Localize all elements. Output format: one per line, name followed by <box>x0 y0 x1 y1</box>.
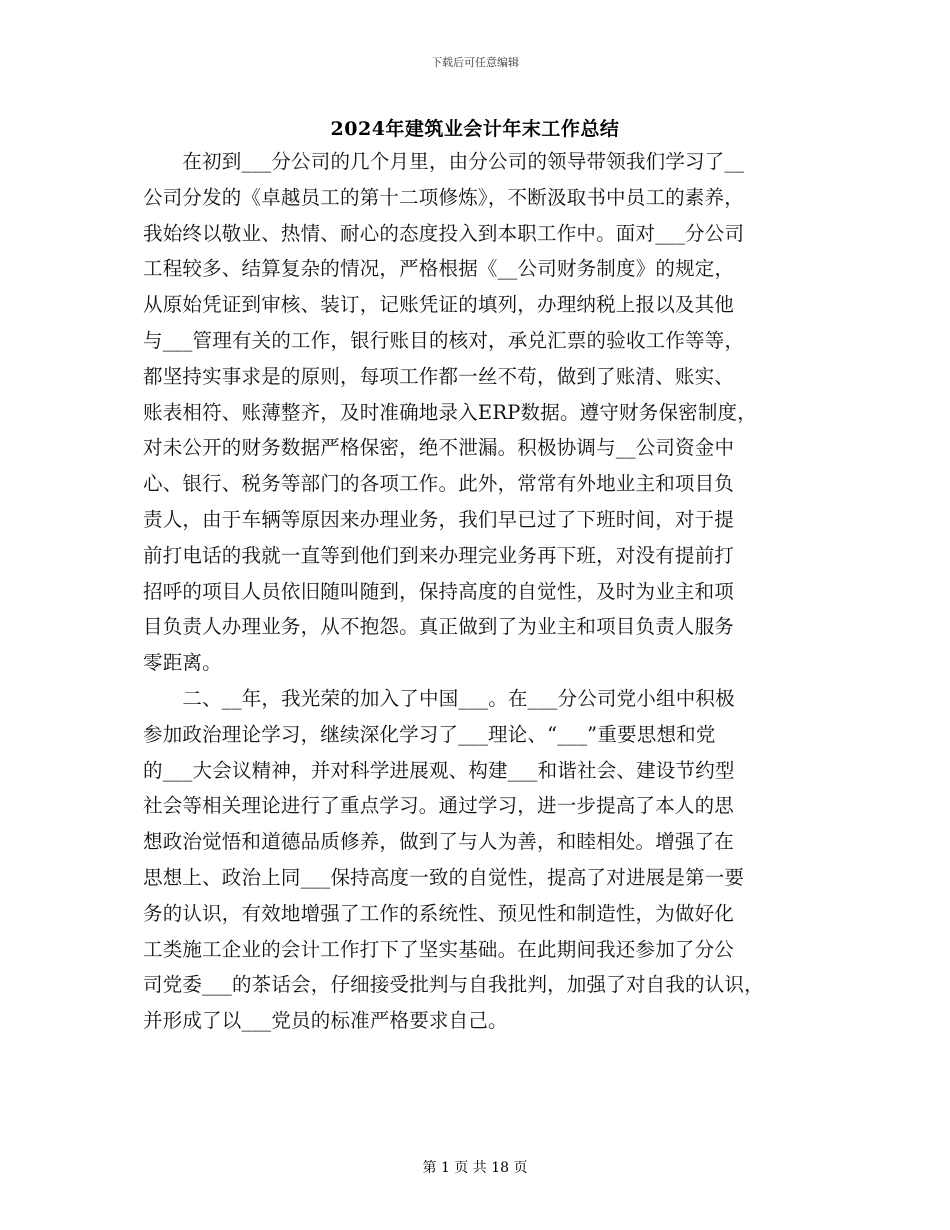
body-line: 都坚持实事求是的原则，每项工作都一丝不苟，做到了账清、账实、 <box>143 364 735 388</box>
page-footer: 第 1 页 共 18 页 <box>422 1160 528 1176</box>
document-title: 2024年建筑业会计年末工作总结 <box>330 118 620 140</box>
body-line: 二、__年，我光荣的加入了中国___。在___分公司党小组中积极 <box>143 686 735 710</box>
body-line: 账表相符、账薄整齐，及时准确地录入ERP数据。遵守财务保密制度， <box>143 400 757 424</box>
body-line: 目负责人办理业务，从不抱怨。真正做到了为业主和项目负责人服务 <box>143 615 735 639</box>
header-note: 下载后可任意编辑 <box>431 56 519 69</box>
body-line: 我始终以敬业、热情、耐心的态度投入到本职工作中。面对___分公司 <box>143 221 745 245</box>
body-line: 心、银行、税务等部门的各项工作。此外，常常有外地业主和项目负 <box>143 472 735 496</box>
body-line: 在初到___分公司的几个月里，由分公司的领导带领我们学习了__ <box>143 150 745 173</box>
body-line: 工程较多、结算复杂的情况，严格根据《__公司财务制度》的规定， <box>143 257 735 281</box>
body-line: 社会等相关理论进行了重点学习。通过学习，进一步提高了本人的思 <box>143 794 735 818</box>
body-line: 并形成了以___党员的标准严格要求自己。 <box>143 1009 508 1033</box>
body-line: 司党委___的茶话会，仔细接受批判与自我批判，加强了对自我的认识， <box>143 973 764 997</box>
body-line: 工类施工企业的会计工作打下了坚实基础。在此期间我还参加了分公 <box>143 937 735 961</box>
body-line: 责人，由于车辆等原因来办理业务，我们早已过了下班时间，对于提 <box>143 507 735 531</box>
body-line: 零距离。 <box>143 651 222 675</box>
body-line: 公司分发的《卓越员工的第十二项修炼》，不断汲取书中员工的素养， <box>143 185 744 209</box>
body-line: 参加政治理论学习，继续深化学习了___理论、“___”重要思想和党 <box>143 722 716 746</box>
body-line: 招呼的项目人员依旧随叫随到，保持高度的自觉性，及时为业主和项 <box>143 579 735 603</box>
body-line: 与___管理有关的工作，银行账目的核对，承兑汇票的验收工作等等， <box>143 328 745 352</box>
body-line: 想政治觉悟和道德品质修养，做到了与人为善，和睦相处。增强了在 <box>143 830 735 854</box>
body-line: 思想上、政治上同___保持高度一致的自觉性，提高了对进展是第一要 <box>143 865 745 889</box>
body-line: 对未公开的财务数据严格保密，绝不泄漏。积极协调与__公司资金中 <box>143 436 735 460</box>
body-line: 前打电话的我就一直等到他们到来办理完业务再下班，对没有提前打 <box>143 543 735 567</box>
document-body <box>143 144 823 1039</box>
body-line: 务的认识，有效地增强了工作的系统性、预见性和制造性，为做好化 <box>143 901 735 925</box>
body-line: 从原始凭证到审核、装订，记账凭证的填列，办理纳税上报以及其他 <box>143 293 735 317</box>
body-line: 的___大会议精神，并对科学进展观、构建___和谐社会、建设节约型 <box>143 758 735 782</box>
